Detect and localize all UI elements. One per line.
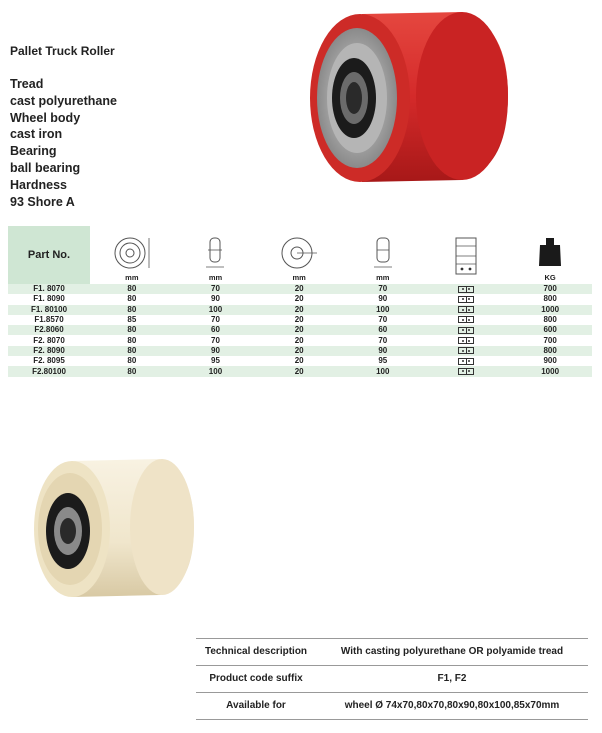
diameter-cell: 85 xyxy=(90,315,174,325)
part-number-cell: F2. 8070 xyxy=(8,335,90,345)
spec-line: 93 Shore A xyxy=(10,194,75,209)
part-number-cell: F2.8060 xyxy=(8,325,90,335)
load-capacity-cell: 900 xyxy=(508,356,592,366)
load-capacity-cell: 700 xyxy=(508,284,592,294)
load-capacity-cell: 700 xyxy=(508,335,592,345)
hub-length-cell: 60 xyxy=(341,325,425,335)
white-roller-image xyxy=(30,455,198,600)
diameter-cell: 80 xyxy=(90,305,174,315)
spec-line: Hardness xyxy=(10,177,67,192)
bearing-cell xyxy=(425,294,509,304)
width-cell: 95 xyxy=(174,356,258,366)
load-capacity-cell: 1000 xyxy=(508,305,592,315)
unit-label: KG xyxy=(544,273,556,282)
width-cell: 90 xyxy=(174,294,258,304)
weight-load-icon xyxy=(537,236,563,268)
bearing-icon xyxy=(458,316,474,323)
hub-length-cell: 70 xyxy=(341,335,425,345)
bore-cell: 20 xyxy=(257,294,341,304)
width-cell: 70 xyxy=(174,315,258,325)
bearing-cell xyxy=(425,356,509,366)
part-number-cell: F2.80100 xyxy=(8,366,90,376)
part-number-cell: F1. 8090 xyxy=(8,294,90,304)
header-diameter xyxy=(90,226,174,284)
description-table xyxy=(196,638,588,720)
description-label: Available for xyxy=(226,700,286,711)
bore-cell: 20 xyxy=(257,366,341,376)
description-label: Technical description xyxy=(204,646,308,657)
unit-label: mm xyxy=(292,273,306,282)
header-load xyxy=(508,226,592,284)
table-row xyxy=(8,325,592,335)
header-bearing xyxy=(425,226,509,284)
bore-cell: 20 xyxy=(257,284,341,294)
width-cell: 100 xyxy=(174,366,258,376)
table-row xyxy=(8,305,592,315)
table-row xyxy=(8,335,592,345)
product-title: Pallet Truck Roller xyxy=(10,44,115,58)
wheel-width-icon xyxy=(200,236,230,270)
description-row xyxy=(196,638,588,665)
unit-label: mm xyxy=(376,273,390,282)
spec-line: Bearing xyxy=(10,144,57,159)
header-width xyxy=(174,226,258,284)
hub-length-cell: 90 xyxy=(341,346,425,356)
width-cell: 60 xyxy=(174,325,258,335)
width-cell: 70 xyxy=(174,284,258,294)
table-row xyxy=(8,315,592,325)
bearing-type-icon xyxy=(453,236,479,276)
hub-length-cell: 100 xyxy=(341,305,425,315)
unit-label: mm xyxy=(208,273,223,282)
diameter-cell: 80 xyxy=(90,294,174,304)
bearing-icon xyxy=(458,358,474,365)
bearing-icon xyxy=(458,327,474,334)
bore-cell: 20 xyxy=(257,346,341,356)
load-capacity-cell: 800 xyxy=(508,346,592,356)
diameter-cell: 80 xyxy=(90,356,174,366)
bore-cell: 20 xyxy=(257,335,341,345)
description-row xyxy=(196,665,588,692)
table-row xyxy=(8,356,592,366)
part-number-cell: F1. 80100 xyxy=(8,305,90,315)
load-capacity-cell: 800 xyxy=(508,315,592,325)
spec-line: ball bearing xyxy=(10,160,81,175)
bearing-cell xyxy=(425,335,509,345)
hub-length-cell: 90 xyxy=(341,294,425,304)
hub-length-cell: 100 xyxy=(341,366,425,376)
bearing-icon xyxy=(458,286,474,293)
load-capacity-cell: 600 xyxy=(508,325,592,335)
width-cell: 100 xyxy=(174,305,258,315)
part-number-cell: F2. 8095 xyxy=(8,356,90,366)
bore-cell: 20 xyxy=(257,305,341,315)
red-roller-image xyxy=(302,6,514,184)
description-value: wheel Ø 74x70,80x70,80x90,80x100,85x70mm xyxy=(344,700,560,711)
header-hub-length xyxy=(341,226,425,284)
hub-length-cell: 95 xyxy=(341,356,425,366)
spec-table xyxy=(8,226,592,377)
diameter-cell: 80 xyxy=(90,346,174,356)
wheel-diameter-icon xyxy=(112,236,152,270)
spec-list xyxy=(10,76,117,210)
bore-cell: 20 xyxy=(257,325,341,335)
bearing-cell xyxy=(425,346,509,356)
bearing-icon xyxy=(458,368,474,375)
description-value: F1, F2 xyxy=(437,673,467,684)
load-capacity-cell: 800 xyxy=(508,294,592,304)
bore-cell: 20 xyxy=(257,356,341,366)
diameter-cell: 80 xyxy=(90,366,174,376)
spec-line: cast polyurethane xyxy=(10,93,117,108)
description-label: Product code suffix xyxy=(209,673,303,684)
diameter-cell: 80 xyxy=(90,325,174,335)
width-cell: 70 xyxy=(174,335,258,345)
header-bore xyxy=(257,226,341,284)
part-number-cell: F1. 8070 xyxy=(8,284,90,294)
table-row xyxy=(8,346,592,356)
bearing-cell xyxy=(425,284,509,294)
table-row xyxy=(8,294,592,304)
part-number-cell: F2. 8090 xyxy=(8,346,90,356)
width-cell: 90 xyxy=(174,346,258,356)
table-row xyxy=(8,284,592,294)
bearing-icon xyxy=(458,337,474,344)
bearing-cell xyxy=(425,305,509,315)
bearing-icon xyxy=(458,296,474,303)
bearing-cell xyxy=(425,315,509,325)
hub-length-cell: 70 xyxy=(341,284,425,294)
bore-cell: 20 xyxy=(257,315,341,325)
description-row xyxy=(196,692,588,720)
table-header xyxy=(8,226,592,284)
load-capacity-cell: 1000 xyxy=(508,366,592,376)
diameter-cell: 80 xyxy=(90,335,174,345)
unit-label: mm xyxy=(125,273,139,282)
diameter-cell: 80 xyxy=(90,284,174,294)
bearing-icon xyxy=(458,306,474,313)
description-value: With casting polyurethane OR polyamide tread xyxy=(340,646,564,657)
table-row xyxy=(8,366,592,376)
bearing-cell xyxy=(425,366,509,376)
part-no-header: Part No. xyxy=(8,226,90,284)
part-number-cell: F1.8570 xyxy=(8,315,90,325)
bearing-cell xyxy=(425,325,509,335)
bearing-icon xyxy=(458,347,474,354)
spec-line: Tread xyxy=(10,77,44,91)
bore-diameter-icon xyxy=(279,236,319,270)
hub-length-cell: 70 xyxy=(341,315,425,325)
hub-length-icon xyxy=(368,236,398,270)
spec-line: Wheel body xyxy=(10,110,81,125)
spec-line: cast iron xyxy=(10,127,63,142)
